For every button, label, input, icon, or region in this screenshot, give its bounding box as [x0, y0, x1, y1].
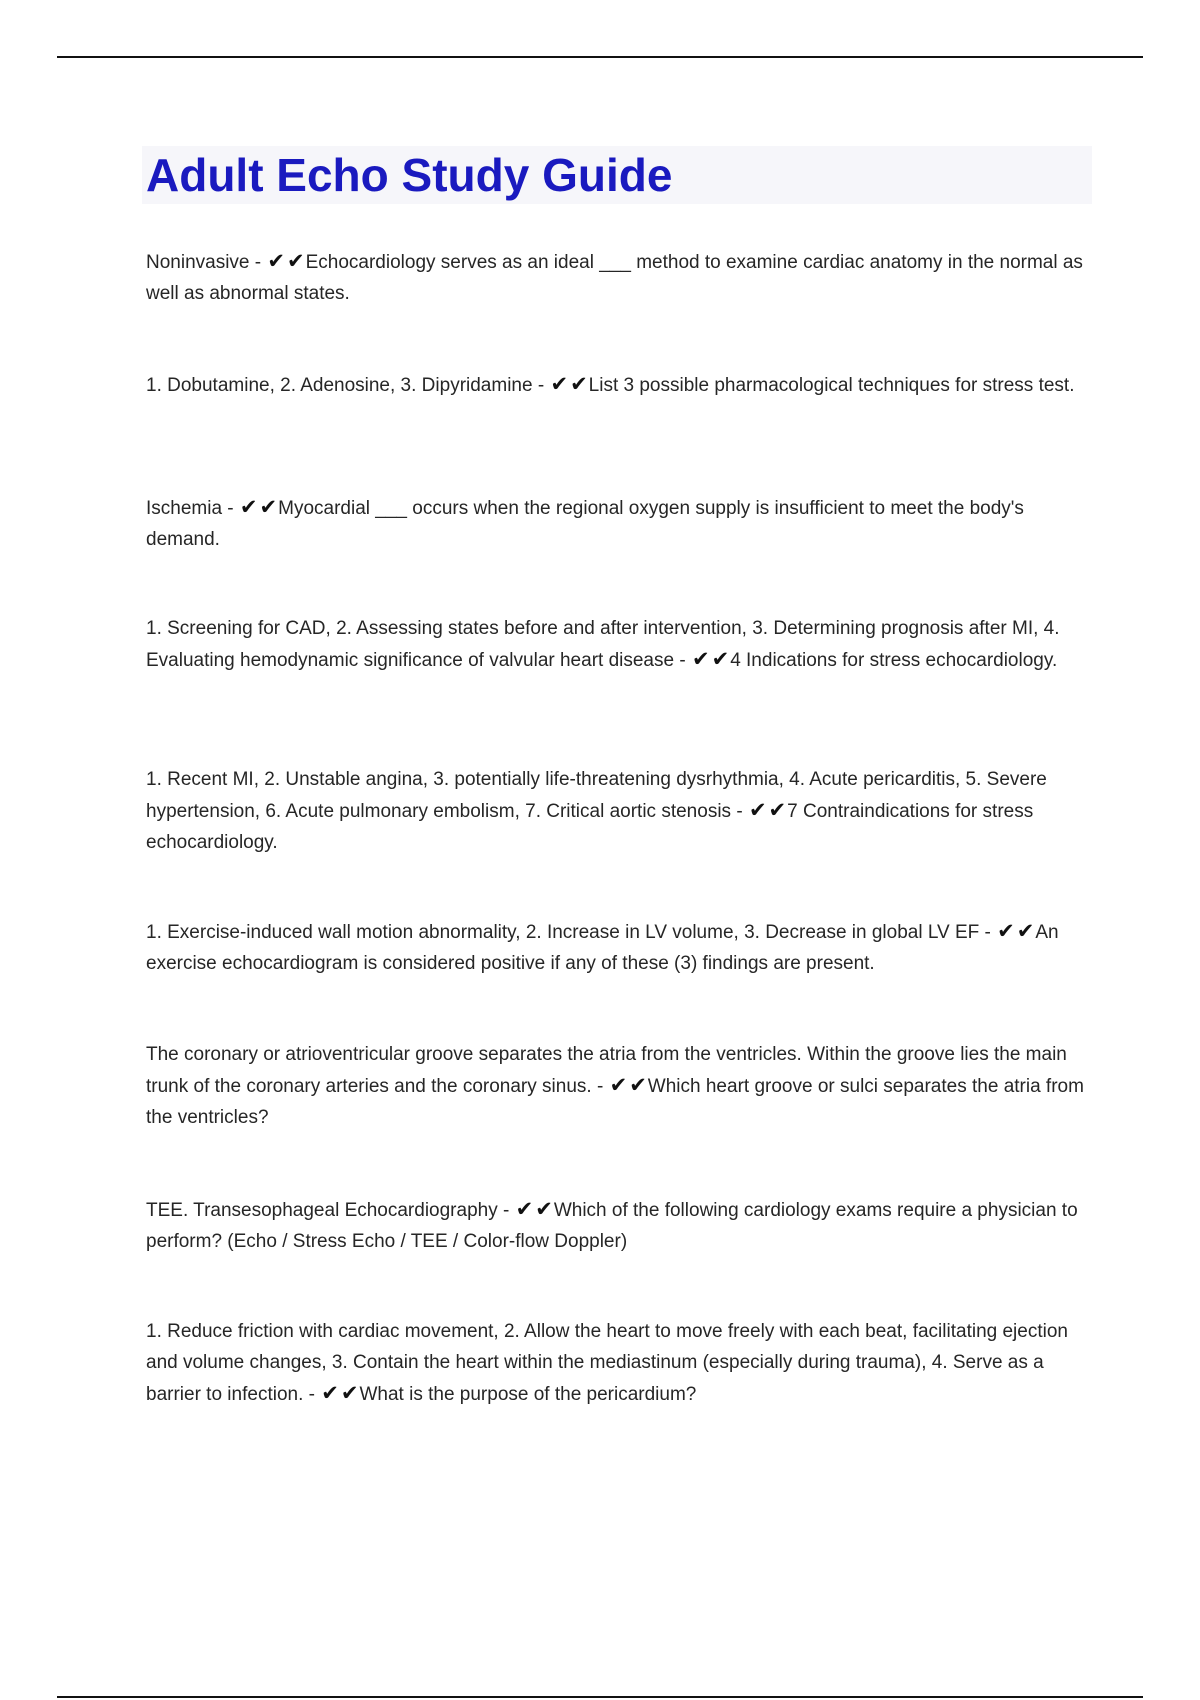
- card-separator: -: [731, 801, 748, 822]
- flashcard: [146, 764, 1094, 858]
- check-icon: ✔: [515, 1197, 534, 1221]
- card-separator: -: [532, 375, 550, 396]
- card-question: Echocardiology serves as an ideal ___ method to examine cardiac anatomy in the normal as well as abnormal states.: [146, 252, 1083, 304]
- card-separator: -: [249, 252, 267, 273]
- card-question: Which of the following cardiology exams require a physician to perform? (Echo / Stress Echo / TEE / Color-flow Doppler): [146, 1200, 1078, 1252]
- card-answer: Noninvasive: [146, 252, 250, 273]
- card-separator: -: [674, 650, 691, 671]
- check-icon: ✔: [570, 372, 588, 396]
- card-answer: 1. Dobutamine, 2. Adenosine, 3. Dipyridamine: [146, 375, 533, 396]
- card-separator: -: [979, 922, 997, 943]
- card-question: List 3 possible pharmacological techniques for stress test.: [588, 375, 1075, 396]
- bottom-rule: [57, 1696, 1143, 1698]
- card-question: What is the purpose of the pericardium?: [359, 1384, 697, 1405]
- check-icon: ✔: [768, 798, 787, 822]
- card-separator: -: [591, 1076, 609, 1097]
- card-answer: The coronary or atrioventricular groove separates the atria from the ventricles. Within the groove lies the main trunk of the coronary arteries and the coronary sinus.: [146, 1044, 1067, 1097]
- flashcard: [146, 1194, 1094, 1257]
- check-icon: ✔: [609, 1073, 628, 1097]
- card-answer: 1. Reduce friction with cardiac movement, 2. Allow the heart to move freely with each beat, facilitating ejection and volume changes, 3. Contain the heart within the mediastinum (especially during trauma), 4. Serve as a barrier to infection.: [146, 1321, 1068, 1405]
- card-answer: TEE. Transesophageal Echocardiography: [146, 1200, 498, 1221]
- check-icon: ✔: [748, 798, 767, 822]
- flashcard: [146, 369, 1094, 401]
- flashcard: [146, 1039, 1094, 1133]
- check-icon: ✔: [259, 495, 278, 519]
- check-icon: ✔: [535, 1197, 553, 1221]
- card-separator: -: [497, 1200, 515, 1221]
- check-icon: ✔: [629, 1073, 647, 1097]
- flashcard: [146, 916, 1094, 979]
- card-answer: Ischemia: [146, 498, 223, 519]
- check-icon: ✔: [997, 919, 1015, 943]
- card-answer: 1. Screening for CAD, 2. Assessing states before and after intervention, 3. Determining prognosis after MI, 4. Evaluating hemodynamic significance of valvular heart disease: [146, 618, 1060, 671]
- check-icon: ✔: [239, 495, 258, 519]
- check-icon: ✔: [1016, 919, 1035, 943]
- card-question: Which heart groove or sulci separates the atria from the ventricles?: [146, 1076, 1084, 1128]
- flashcard: [146, 613, 1094, 676]
- card-separator: -: [303, 1384, 321, 1405]
- top-rule: [57, 56, 1143, 58]
- card-question: 7 Contraindications for stress echocardiology.: [146, 801, 1034, 853]
- card-answer: 1. Exercise-induced wall motion abnormality, 2. Increase in LV volume, 3. Decrease in global LV EF: [146, 922, 980, 943]
- card-question: 4 Indications for stress echocardiology.: [730, 650, 1058, 671]
- flashcard: [146, 1316, 1094, 1410]
- check-icon: ✔: [340, 1381, 359, 1405]
- check-icon: ✔: [267, 249, 285, 273]
- card-answer: 1. Recent MI, 2. Unstable angina, 3. potentially life-threatening dysrhythmia, 4. Acute pericarditis, 5. Severe hypertension, 6. Acute pulmonary embolism, 7. Critical aortic stenosis: [146, 769, 1047, 822]
- card-question: Myocardial ___ occurs when the regional oxygen supply is insufficient to meet the body's demand.: [146, 498, 1024, 550]
- flashcard: [146, 492, 1094, 555]
- card-separator: -: [222, 498, 239, 519]
- check-icon: ✔: [711, 647, 730, 671]
- check-icon: ✔: [691, 647, 710, 671]
- title-band: [142, 146, 1092, 204]
- card-question: An exercise echocardiogram is considered positive if any of these (3) findings are present.: [146, 922, 1059, 974]
- flashcard: [146, 246, 1094, 309]
- check-icon: ✔: [550, 372, 569, 396]
- check-icon: ✔: [321, 1381, 339, 1405]
- page-title: Adult Echo Study Guide: [146, 149, 673, 201]
- check-icon: ✔: [287, 249, 305, 273]
